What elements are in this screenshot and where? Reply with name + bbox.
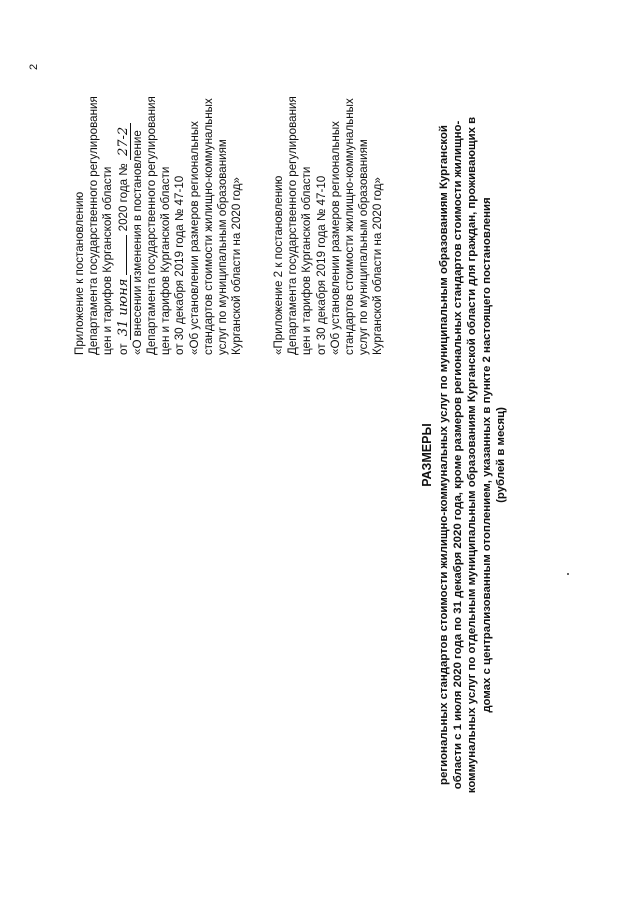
handwritten-date: 31 июня [118, 275, 131, 341]
appendix-line: Департамента государственного регулирования [87, 96, 101, 355]
title-heading: РАЗМЕРЫ [420, 423, 434, 487]
quote-line: от 30 декабря 2019 года № 47-10 [314, 175, 328, 355]
title-description [437, 35, 508, 875]
appendix-line: цен и тарифов Курганской области [159, 166, 173, 355]
title-line: региональных стандартов стоимости жилищно-коммунальных услуг по муниципальным образованиям Курганской [438, 125, 450, 785]
quote-line: «Об установлении размеров региональных [328, 121, 342, 355]
quote-line: цен и тарифов Курганской области [300, 166, 314, 355]
appendix-date-line [116, 25, 131, 355]
document-title [420, 35, 508, 875]
appendix-line: цен и тарифов Курганской области [101, 166, 115, 355]
quote-line: услуг по муниципальным образованиям [357, 139, 371, 355]
date-year-text: 2020 года № [116, 163, 130, 232]
quote-line: стандартов стоимости жилищно-коммунальных [343, 98, 357, 355]
quote-line: Курганской области на 2020 год» [371, 177, 385, 355]
appendix-line: «Об установлении размеров региональных [187, 121, 201, 355]
page-number: 2 [28, 63, 40, 70]
appendix-line: «О внесении изменения в постановление [130, 130, 144, 355]
appendix-line: от 30 декабря 2019 года № 47-10 [173, 175, 187, 355]
title-line: коммунальных услуг по отдельным муниципальным образованиям Курганской области для граждан, проживающих в [466, 116, 479, 794]
date-prefix: от [116, 343, 130, 355]
quote-line: «Приложение 2 к постановлению [272, 175, 285, 355]
title-line: домах с централизованным отоплением, указанных в пункте 2 настоящего постановления [480, 197, 493, 713]
appendix-line: стандартов стоимости жилищно-коммунальных [201, 98, 215, 355]
appendix-line: Департамента государственного регулирования [145, 96, 159, 355]
quoted-appendix [272, 25, 386, 355]
appendix-line: Курганской области на 2020 год» [230, 177, 244, 355]
appendix-header [73, 25, 244, 355]
date-underline [116, 235, 127, 275]
scan-speck [567, 573, 569, 575]
title-line: области с 1 июля 2020 года по 31 декабря 2020 года, кроме размеров региональных стандартов стоимости жилищно- [452, 120, 465, 790]
appendix-line: услуг по муниципальным образованиям [216, 139, 230, 355]
handwritten-number: 27-2 [118, 123, 131, 160]
appendix-line: Приложение к постановлению [73, 191, 86, 355]
title-units: (рублей в месяц) [494, 407, 507, 503]
quote-line: Департамента государственного регулирования [286, 96, 300, 355]
